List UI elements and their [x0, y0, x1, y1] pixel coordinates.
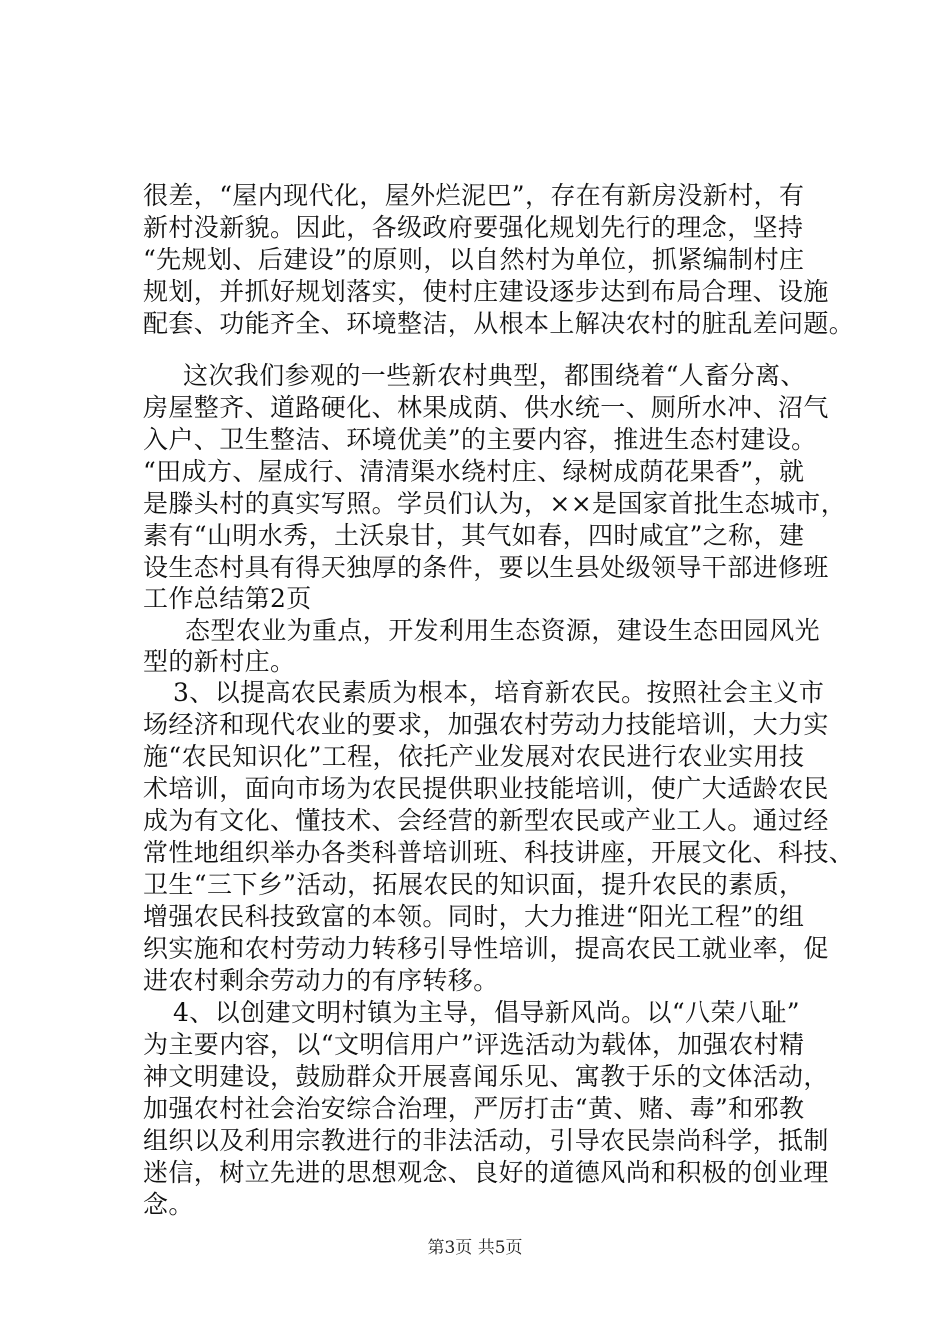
text-line: 加强农村社会治安综合治理，严厉打击“黄、赌、毒”和邪教 — [143, 1094, 805, 1123]
text-line: 术培训，面向市场为农民提供职业技能培训，使广大适龄农民 — [143, 774, 829, 803]
text-line: 为主要内容，以“文明信用户”评选活动为载体，加强农村精 — [143, 1030, 805, 1059]
text-line: 卫生“三下乡”活动，拓展农民的知识面，提升农民的素质， — [143, 870, 805, 899]
text-line: 型的新村庄。 — [143, 647, 296, 676]
text-line: 是滕头村的真实写照。学员们认为，××是国家首批生态城市， — [143, 489, 847, 518]
text-line: 增强农民科技致富的本领。同时，大力推进“阳光工程”的组 — [143, 902, 805, 931]
text-line: 素有“山明水秀，土沃泉甘，其气如春，四时咸宜”之称，建 — [143, 521, 805, 550]
text-line: 工作总结第2页 — [143, 584, 312, 613]
text-line: 新村没新貌。因此，各级政府要强化规划先行的理念，坚持 — [143, 213, 804, 242]
text-line: 房屋整齐、道路硬化、林果成荫、供水统一、厕所水冲、沼气 — [143, 393, 829, 422]
text-line: 进农村剩余劳动力的有序转移。 — [143, 966, 499, 995]
text-line: 神文明建设，鼓励群众开展喜闻乐见、寓教于乐的文体活动， — [143, 1062, 829, 1091]
text-line: 4、以创建文明村镇为主导，倡导新风尚。以“八荣八耻” — [173, 998, 800, 1027]
text-line: 织实施和农村劳动力转移引导性培训，提高农民工就业率，促 — [143, 934, 829, 963]
text-line: 很差，“屋内现代化，屋外烂泥巴”，存在有新房没新村，有 — [143, 181, 805, 210]
text-line: 这次我们参观的一些新农村典型，都围绕着“人畜分离、 — [183, 361, 806, 390]
text-line: 常性地组织举办各类科普培训班、科技讲座，开展文化、科技、 — [143, 838, 855, 867]
text-line: 组织以及利用宗教进行的非法活动，引导农民崇尚科学，抵制 — [143, 1126, 829, 1155]
text-line: 迷信，树立先进的思想观念、良好的道德风尚和积极的创业理 — [143, 1158, 829, 1187]
text-line: 3、以提高农民素质为根本，培育新农民。按照社会主义市 — [173, 678, 825, 707]
text-line: 念。 — [143, 1190, 194, 1219]
text-line: “先规划、后建设”的原则，以自然村为单位，抓紧编制村庄 — [143, 245, 805, 274]
page-footer: 第3页 共5页 — [427, 1238, 523, 1258]
text-line: 施“农民知识化”工程，依托产业发展对农民进行农业实用技 — [143, 742, 805, 771]
text-line: 设生态村具有得天独厚的条件，要以生县处级领导干部进修班 — [143, 553, 829, 582]
text-line: “田成方、屋成行、清清渠水绕村庄、绿树成荫花果香”，就 — [143, 457, 805, 486]
text-line: 场经济和现代农业的要求，加强农村劳动力技能培训，大力实 — [143, 710, 829, 739]
text-line: 规划，并抓好规划落实，使村庄建设逐步达到布局合理、设施 — [143, 277, 829, 306]
text-line: 态型农业为重点，开发利用生态资源，建设生态田园风光 — [185, 616, 821, 645]
text-line: 入户、卫生整洁、环境优美”的主要内容，推进生态村建设。 — [143, 425, 817, 454]
text-line: 配套、功能齐全、环境整洁，从根本上解决农村的脏乱差问题。 — [143, 309, 855, 338]
text-line: 成为有文化、懂技术、会经营的新型农民或产业工人。通过经 — [143, 806, 829, 835]
